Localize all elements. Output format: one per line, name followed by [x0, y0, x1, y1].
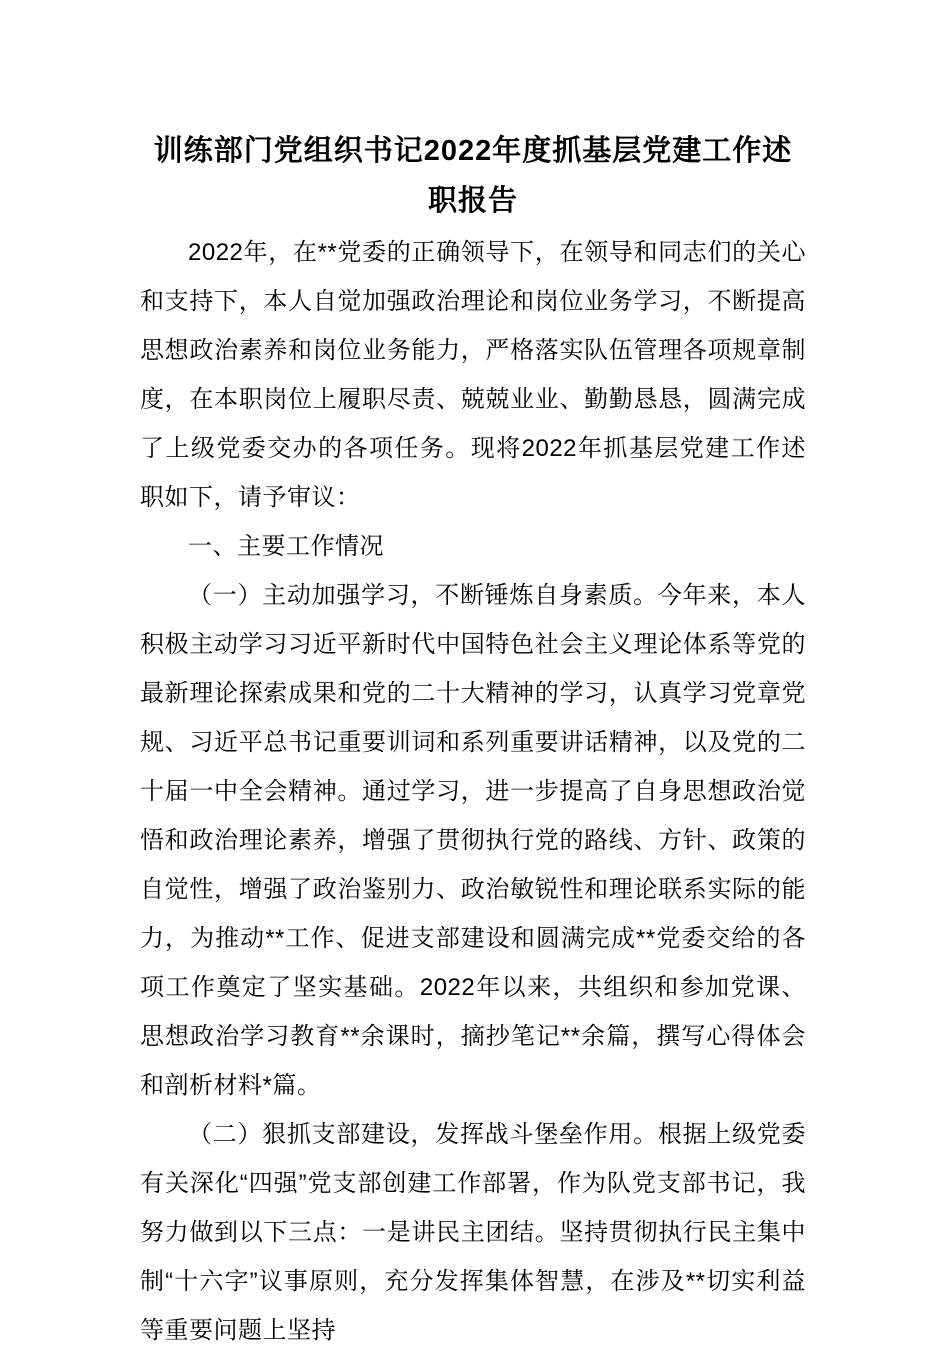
section-heading-main-work: 一、主要工作情况	[188, 533, 384, 560]
paragraph-item-two-branch-building: （二）狠抓支部建设，发挥战斗堡垒作用。根据上级党委有关深化“四强”党支部创建工作部署，作为队党支部书记，我努力做到以下三点：一是讲民主团结。坚持贯彻执行民主集中制“十六字”议事原则，充分发挥集体智慧，在涉及**切实利益等重要问题上坚持	[140, 1121, 806, 1344]
paragraph-intro: 2022年，在**党委的正确领导下，在领导和同志们的关心和支持下，本人自觉加强政治理论和岗位业务学习，不断提高思想政治素养和岗位业务能力，严格落实队伍管理各项规章制度，在本职岗位上履职尽责、兢兢业业、勤勤恳恳，圆满完成了上级党委交办的各项任务。现将2022年抓基层党建工作述职如下，请予审议：	[140, 239, 806, 511]
document-title: 训练部门党组织书记2022年度抓基层党建工作述职报告	[153, 135, 793, 217]
paragraph-item-one-strengthen-study: （一）主动加强学习，不断锤炼自身素质。今年来，本人积极主动学习习近平新时代中国特色社会主义理论体系等党的最新理论探索成果和党的二十大精神的学习，认真学习党章党规、习近平总书记重要训词和系列重要讲话精神，以及党的二十届一中全会精神。通过学习，进一步提高了自身思想政治觉悟和政治理论素养，增强了贯彻执行党的路线、方针、政策的自觉性，增强了政治鉴别力、政治敏锐性和理论联系实际的能力，为推动**工作、促进支部建设和圆满完成**党委交给的各项工作奠定了坚实基础。2022年以来，共组织和参加党课、思想政治学习教育**余课时，摘抄笔记**余篇，撰写心得体会和剖析材料*篇。	[140, 582, 806, 1099]
